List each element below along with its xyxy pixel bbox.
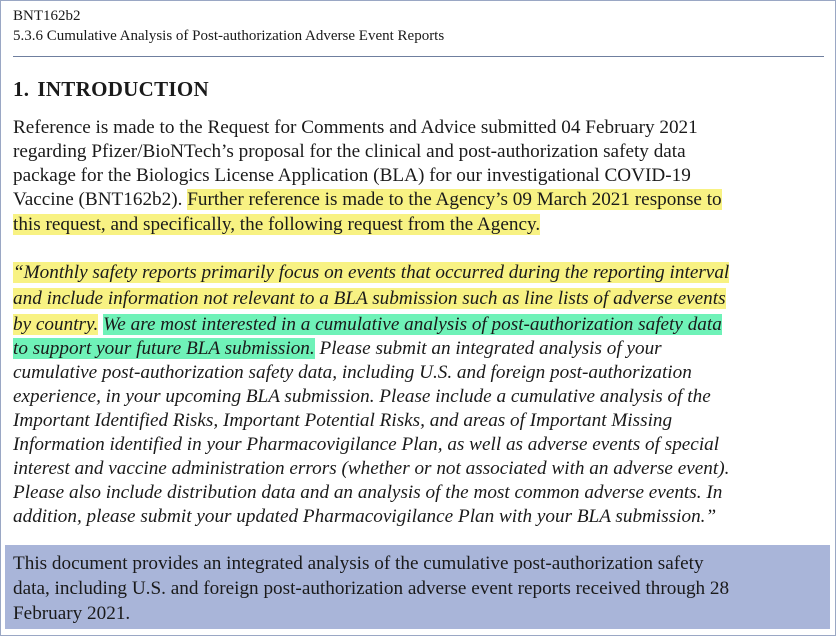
- section-title: 5.3.6 Cumulative Analysis of Post-authorization Adverse Event Reports: [13, 28, 445, 44]
- yellow-highlight: this request, and specifically, the following request from the Agency.: [13, 214, 541, 235]
- intro-text: Vaccine (BNT162b2).: [13, 189, 183, 210]
- quote-line: interest and vaccine administration errors (whether or not associated with an adverse event).: [13, 458, 730, 479]
- quote-line: addition, please submit your updated Pharmacovigilance Plan with your BLA submission.”: [13, 506, 717, 527]
- green-highlight: We are most interested in a cumulative analysis of post-authorization safety data: [103, 314, 722, 335]
- document-header: [13, 6, 444, 46]
- quote-line: [13, 261, 729, 285]
- quote-line: [13, 287, 726, 311]
- intro-line: package for the Biologics License Application (BLA) for our investigational COVID-19: [13, 165, 691, 186]
- quote-line: [13, 313, 722, 337]
- summary-line: data, including U.S. and foreign post-authorization adverse event reports received through 28: [13, 578, 730, 599]
- product-code: BNT162b2: [13, 8, 81, 24]
- yellow-highlight: by country.: [13, 314, 99, 335]
- yellow-highlight: “Monthly safety reports primarily focus on events that occurred during the reporting interval: [13, 262, 730, 283]
- quote-line: Please also include distribution data and an analysis of the most common adverse events. In: [13, 482, 723, 503]
- quote-line: cumulative post-authorization safety data, including U.S. and foreign post-authorization: [13, 362, 692, 383]
- yellow-highlight: and include information not relevant to a BLA submission such as line lists of adverse events: [13, 288, 726, 309]
- section-heading: [13, 77, 209, 102]
- intro-line: [13, 213, 540, 237]
- yellow-highlight: Further reference is made to the Agency’s 09 March 2021 response to: [187, 189, 722, 210]
- header-divider: [13, 56, 824, 57]
- quote-line: experience, in your upcoming BLA submission. Please include a cumulative analysis of the: [13, 386, 711, 407]
- green-highlight: to support your future BLA submission.: [13, 338, 315, 359]
- quote-line: Important Identified Risks, Important Potential Risks, and areas of Important Missing: [13, 410, 673, 431]
- summary-line: February 2021.: [13, 603, 131, 624]
- quote-line: [13, 337, 662, 361]
- section-heading-title: INTRODUCTION: [37, 77, 209, 101]
- quote-text: Please submit an integrated analysis of your: [319, 338, 662, 359]
- quote-line: Information identified in your Pharmacovigilance Plan, as well as adverse events of special: [13, 434, 720, 455]
- intro-line: [13, 188, 722, 212]
- intro-line: Reference is made to the Request for Comments and Advice submitted 04 February 2021: [13, 117, 698, 138]
- section-number: 1.: [13, 77, 30, 101]
- summary-line: This document provides an integrated analysis of the cumulative post-authorization safety: [13, 553, 704, 574]
- intro-line: regarding Pfizer/BioNTech’s proposal for the clinical and post-authorization safety data: [13, 141, 686, 162]
